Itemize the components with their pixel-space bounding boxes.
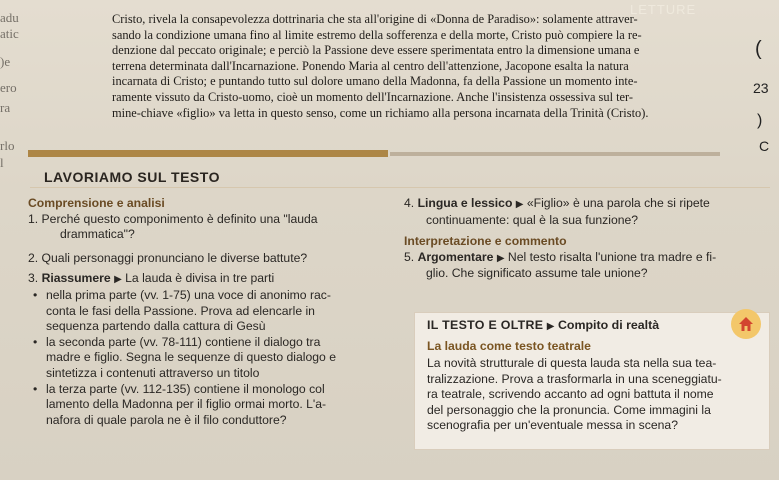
question-3 — [28, 271, 393, 288]
reality-task-box — [414, 312, 770, 450]
box-line: scenografia per un'eventuale messa in scena? — [427, 418, 678, 433]
question-1-line: drammatica"? — [60, 227, 135, 242]
box-header — [427, 318, 659, 332]
question-2: 2. Quali personaggi pronunciano le diverse battute? — [28, 250, 308, 265]
right-column — [404, 196, 774, 282]
question-4-line2: continuamente: qual è la sua funzione? — [426, 212, 639, 227]
bullet-line: sequenza partendo dalla cattura di Gesù — [46, 319, 266, 334]
question-4-number: 4. — [404, 196, 415, 210]
right-glyph: C — [759, 138, 770, 154]
bullet-line: • la seconda parte (vv. 78-111) contiene il dialogo tra — [28, 335, 393, 351]
question-3-tag: Riassumere — [41, 271, 111, 286]
question-4-text: «Figlio» è una parola che si ripete — [526, 196, 710, 210]
margin-fragment: l — [0, 155, 4, 170]
section-rule — [30, 187, 770, 188]
arrow-icon: ▶ — [114, 274, 122, 286]
commentary-paragraph — [112, 12, 732, 121]
box-label: Compito di realtà — [557, 318, 660, 332]
question-4 — [404, 196, 774, 213]
bullet-line: madre e figlio. Segna le sequenze di questo dialogo e — [46, 350, 336, 365]
question-5-number: 5. — [404, 249, 415, 264]
bullet-line: lamento della Madonna per il figlio ormai morto. L'a- — [46, 397, 327, 412]
arrow-icon: ▶ — [496, 252, 505, 264]
box-subtitle: La lauda come testo teatrale — [427, 339, 591, 353]
left-column — [28, 196, 393, 428]
question-5-text: Nel testo risalta l'unione tra madre e fi- — [507, 249, 717, 264]
section-divider-bar — [28, 150, 388, 157]
margin-fragment: atic — [0, 26, 19, 41]
watermark: LETTURE — [630, 2, 697, 17]
bullet-line: nafora di quale parola ne è il filo conduttore? — [46, 412, 287, 427]
question-5-line2: glio. Che significato assume tale unione? — [426, 266, 648, 281]
question-3-text: La lauda è divisa in tre parti — [125, 271, 275, 286]
prose-line: denzione dal peccato originale; e perciò la Passione deve essere sperimentata entro la dimensione umana e — [112, 43, 640, 58]
box-body — [427, 356, 722, 434]
question-5 — [404, 250, 774, 267]
prose-line: terrena determinata dall'Incarnazione. Ponendo Maria al centro dell'attenzione, Jacopone esalta la natura — [112, 58, 629, 73]
bullet-line: • nella prima parte (vv. 1-75) una voce di anonimo rac- — [28, 288, 393, 304]
arrow-icon: ▶ — [515, 199, 524, 210]
prose-line: mine-chiave «figlio» va letta in questo senso, come un richiamo alla persona incarnata della Trinità (Cristo). — [112, 105, 649, 120]
question-3-number: 3. — [28, 271, 39, 286]
home-icon-svg — [737, 315, 755, 333]
prose-line: Cristo, rivela la consapevolezza dottrinaria che sta all'origine di «Donna de Paradiso»: solamente attraver- — [112, 12, 638, 26]
question-5-tag: Argomentare — [417, 249, 494, 264]
bullet-line: • la terza parte (vv. 112-135) contiene il monologo col — [28, 382, 393, 398]
bullet-line: conta le fasi della Passione. Prova ad elencarle in — [46, 303, 315, 318]
interpretation-heading: Interpretazione e commento — [404, 234, 567, 249]
question-4-tag: Lingua e lessico — [417, 196, 513, 210]
bullet-line: sintetizza i contenuti attraverso un titolo — [46, 365, 260, 380]
comprehension-heading: Comprensione e analisi — [28, 196, 165, 210]
margin-fragment: ra — [0, 100, 11, 115]
prose-line: incarnata di Cristo; e puntando tutto sul dolore umano della Madonna, fa della Passione un momento inte- — [112, 74, 638, 89]
home-icon — [731, 309, 761, 339]
arrow-icon: ▶ — [546, 321, 555, 332]
box-line: tralizzazione. Prova a trasformarla in una sceneggiatu- — [427, 371, 722, 386]
question-1-line: 1. Perché questo componimento è definito una "lauda — [28, 211, 318, 226]
right-glyph: ( — [755, 38, 762, 60]
box-line: La novità strutturale di questa lauda sta nella sua tea- — [427, 356, 717, 370]
margin-fragment: )e — [0, 54, 11, 69]
right-glyph: ) — [757, 112, 763, 129]
box-line: del personaggio che la pronuncia. Come immagini la — [427, 402, 711, 417]
margin-fragment: adu — [0, 10, 19, 25]
prose-line: sando la condizione umana fino al limite estremo della sofferenza e della morte, Cristo può compiere la re- — [112, 27, 642, 42]
box-brand: IL TESTO E OLTRE — [427, 318, 544, 332]
right-glyph: 23 — [753, 80, 769, 96]
section-divider-shadow — [390, 152, 720, 156]
margin-fragment: rlo — [0, 138, 15, 153]
margin-fragment: ero — [0, 80, 17, 95]
box-line: ra teatrale, scrivendo accanto ad ogni battuta il nome — [427, 387, 714, 402]
prose-line: ramente vissuto da Cristo-uomo, cioè un momento dell'Incarnazione. Anche l'insistenza ossessiva sul ter- — [112, 89, 634, 104]
section-title: LAVORIAMO SUL TESTO — [44, 169, 220, 185]
